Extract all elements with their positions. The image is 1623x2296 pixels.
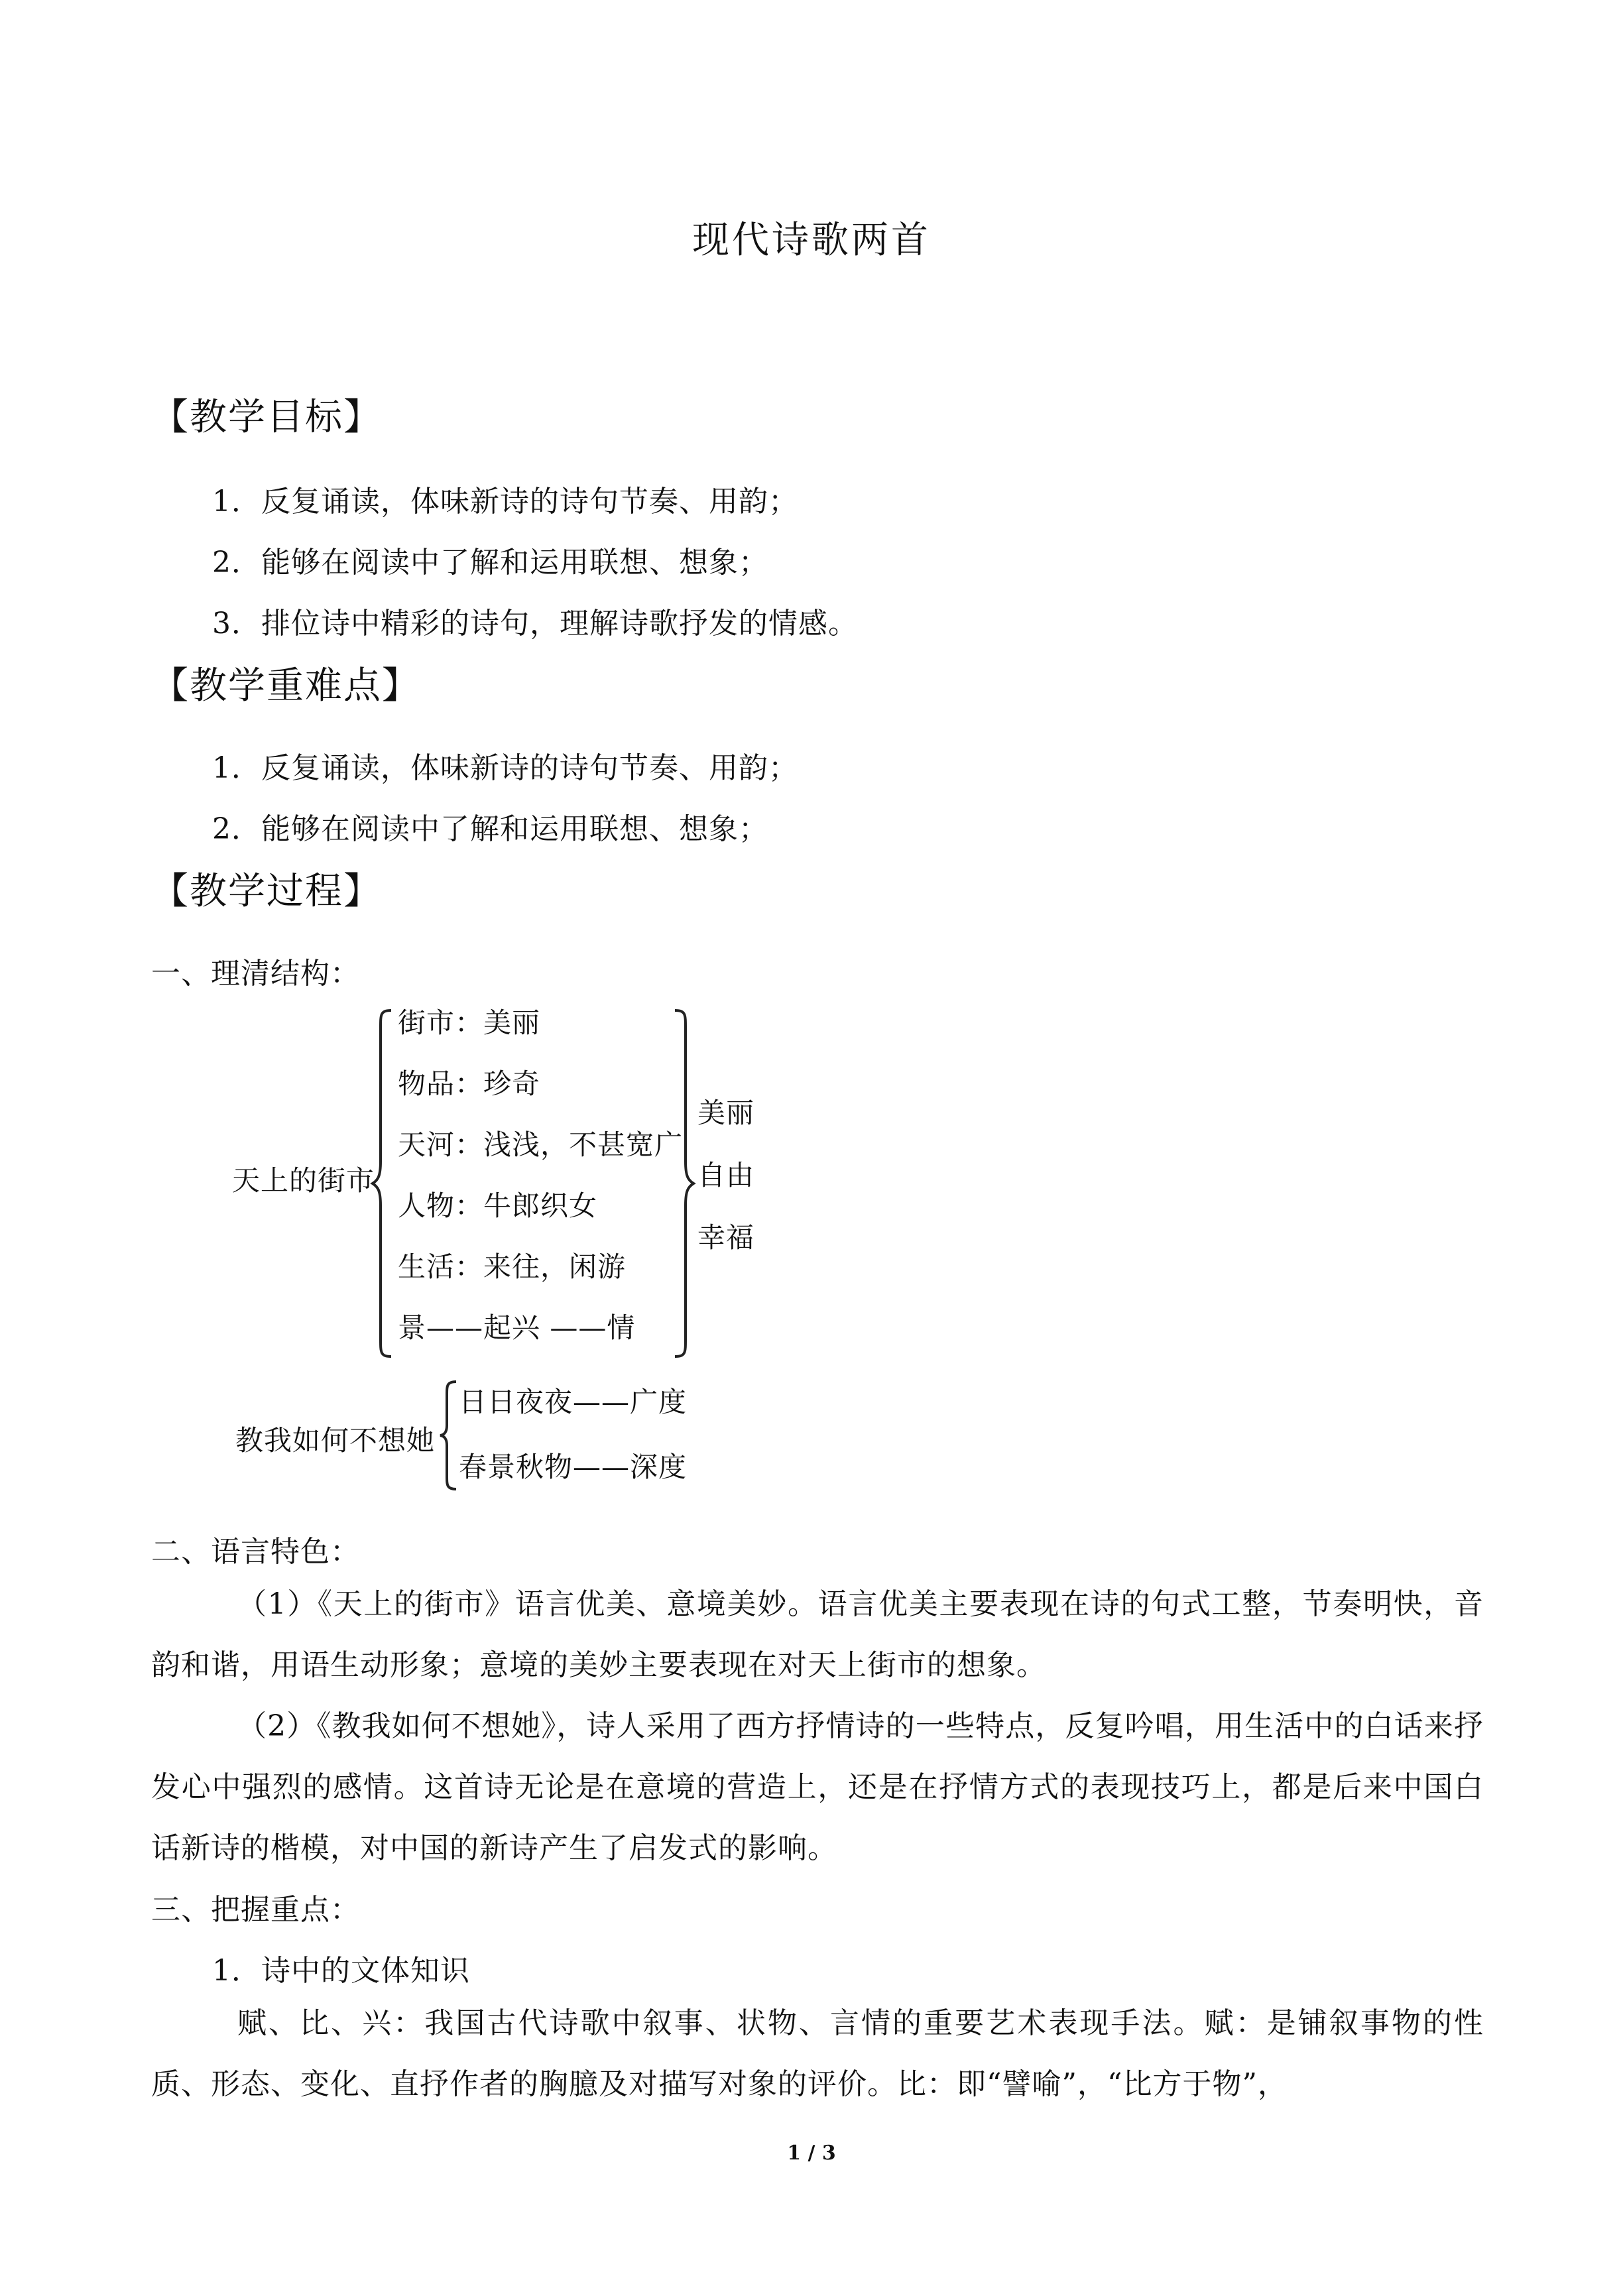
objective-item: 2．能够在阅读中了解和运用联想、想象； <box>212 546 768 579</box>
diagram-item: 景——起兴 ——情 <box>398 1311 636 1344</box>
structure-diagram <box>199 988 769 1498</box>
section-heading-process: 【教学过程】 <box>151 870 382 913</box>
objective-item: 3．排位诗中精彩的诗句，理解诗歌抒发的情感。 <box>212 607 858 640</box>
left-brace <box>370 1008 396 1359</box>
theme-label: 幸福 <box>697 1221 755 1254</box>
diagram-item: 春景秋物——深度 <box>459 1451 688 1483</box>
section-heading-key-points: 【教学重难点】 <box>151 664 420 707</box>
theme-label: 美丽 <box>697 1097 755 1129</box>
subheading: 1．诗中的文体知识 <box>212 1954 470 1988</box>
part3-label: 三、把握重点： <box>151 1893 360 1927</box>
key-point-item: 1．反复诵读，体味新诗的诗句节奏、用韵； <box>212 751 798 785</box>
section-heading-objectives: 【教学目标】 <box>151 396 382 439</box>
part2-label: 二、语言特色： <box>151 1535 360 1569</box>
page-title: 现代诗歌两首 <box>692 219 931 262</box>
diagram-item: 日日夜夜——广度 <box>459 1386 688 1418</box>
diagram-item: 物品：珍奇 <box>398 1067 541 1100</box>
theme-label: 自由 <box>697 1159 755 1191</box>
page-number: 1 / 3 <box>787 2142 836 2165</box>
diagram-item: 生活：来往，闲游 <box>398 1250 627 1283</box>
diagram-item: 街市：美丽 <box>398 1006 541 1039</box>
paragraph: （2）《教我如何不想她》，诗人采用了西方抒情诗的一些特点，反复吟唱，用生活中的白话来抒发心中强烈的感情。这首诗无论是在意境的营造上，还是在抒情方式的表现技巧上，都是后来中国白话新诗的楷模，对中国的新诗产生了启发式的影响。 <box>151 1709 1484 1865</box>
left-brace <box>438 1379 460 1492</box>
right-brace <box>671 1008 697 1359</box>
part1-label: 一、理清结构： <box>151 957 360 991</box>
paragraph: （1）《天上的街市》语言优美、意境美妙。语言优美主要表现在诗的句式工整，节奏明快，音韵和谐，用语生动形象；意境的美妙主要表现在对天上街市的想象。 <box>151 1587 1484 1682</box>
poem2-label: 教我如何不想她 <box>235 1424 436 1457</box>
diagram-item: 人物：牛郎织女 <box>398 1189 598 1222</box>
poem1-label: 天上的街市 <box>232 1164 375 1197</box>
paragraph: 赋、比、兴：我国古代诗歌中叙事、状物、言情的重要艺术表现手法。赋：是铺叙事物的性质、形态、变化、直抒作者的胸臆及对描写对象的评价。比：即“譬喻”，“比方于物”， <box>151 2006 1484 2101</box>
key-point-item: 2．能够在阅读中了解和运用联想、想象； <box>212 812 768 846</box>
objective-item: 1．反复诵读，体味新诗的诗句节奏、用韵； <box>212 485 798 518</box>
diagram-item: 天河：浅浅，不甚宽广 <box>398 1128 684 1161</box>
